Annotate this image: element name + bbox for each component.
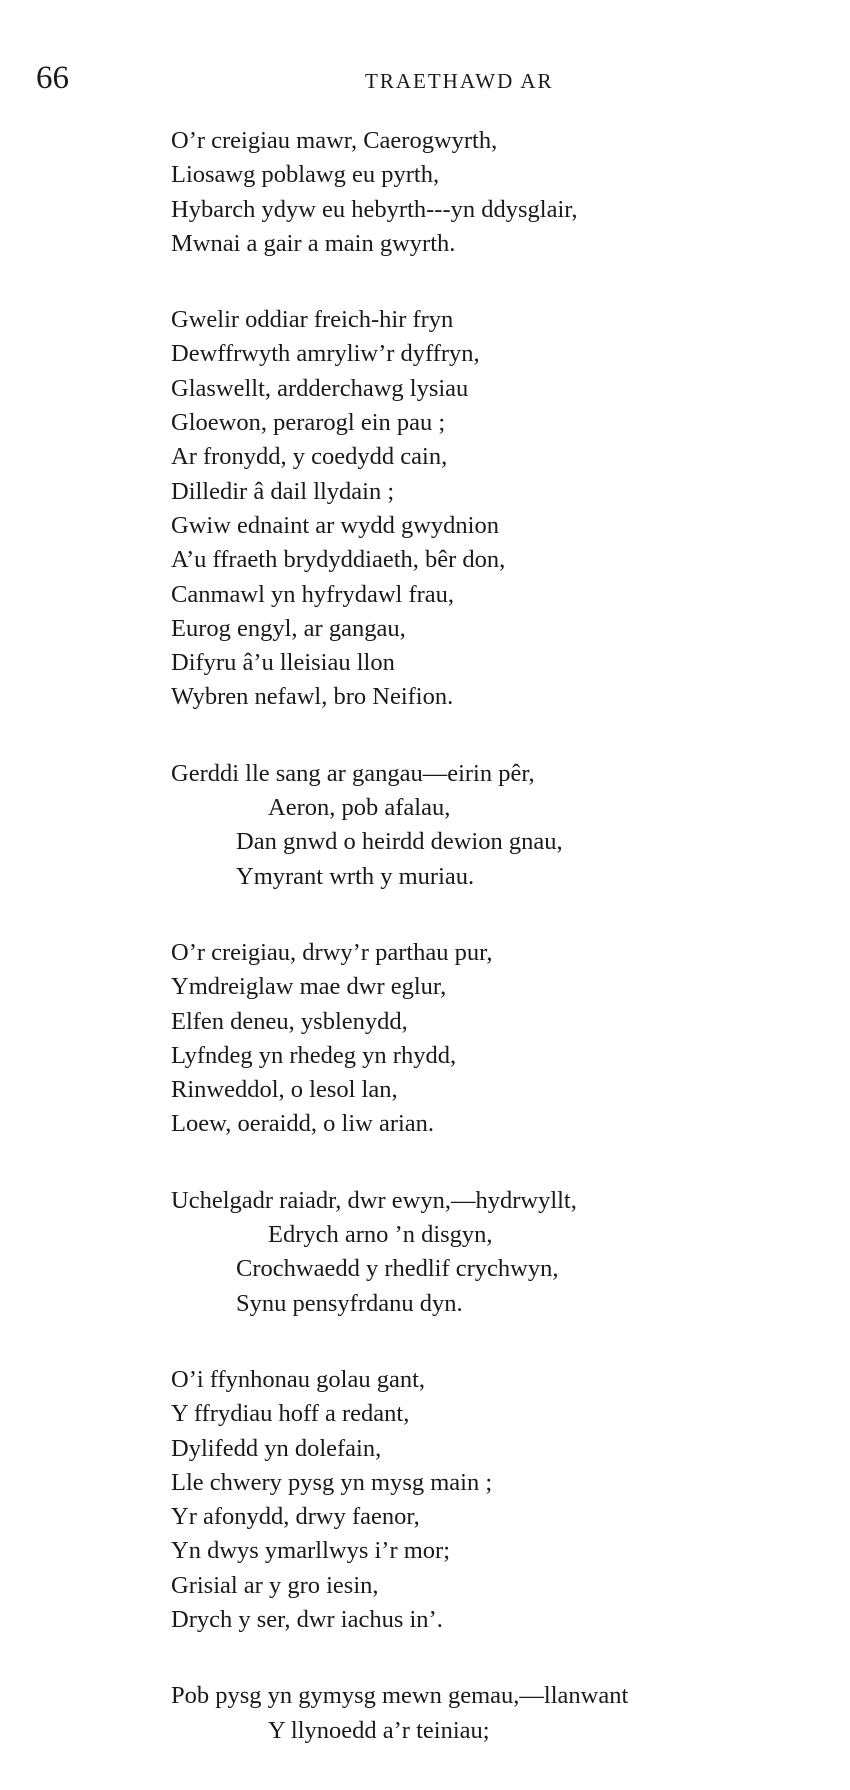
poem-line: Pob pysg yn gymysg mewn gemau,—llanwant [171, 1682, 629, 1710]
stanza [171, 757, 821, 894]
poem-line: Gerddi lle sang ar gangau—eirin pêr, [171, 759, 535, 787]
poem-line: Drych y ser, dwr iachus in’. [171, 1605, 443, 1633]
poem-line: Ymyrant wrth y muriau. [236, 862, 475, 890]
poem-line: Glaswellt, ardderchawg lysiau [171, 374, 469, 402]
poem-line: Ar fronydd, y coedydd cain, [171, 443, 448, 471]
poem-line: Uchelgadr raiadr, dwr ewyn,—hydrwyllt, [171, 1186, 577, 1214]
stanza [171, 1679, 821, 1748]
stanza [171, 124, 821, 261]
page-header [0, 58, 850, 106]
poem-line: Dylifedd yn dolefain, [171, 1434, 382, 1462]
poem-line: Lle chwery pysg yn mysg main ; [171, 1468, 493, 1496]
poem-line: Yr afonydd, drwy faenor, [171, 1503, 420, 1531]
poem-line: Dilledir â dail llydain ; [171, 477, 395, 505]
poem-line: Rinweddol, o lesol lan, [171, 1076, 398, 1104]
poem-line: Crochwaedd y rhedlif crychwyn, [236, 1255, 559, 1283]
stanza [171, 936, 821, 1142]
poem-line: Gwiw ednaint ar wydd gwydnion [171, 511, 499, 539]
poem-line: Dewffrwyth amryliw’r dyffryn, [171, 340, 480, 368]
poem-line: Dan gnwd o heirdd dewion gnau, [236, 828, 563, 856]
poem-line: Ymdreiglaw mae dwr eglur, [171, 973, 447, 1001]
poem-line: Wybren nefawl, bro Neifion. [171, 683, 454, 711]
poem-line: Gwelir oddiar freich-hir fryn [171, 306, 454, 334]
poem-line: Lyfndeg yn rhedeg yn rhydd, [171, 1041, 457, 1069]
poem-line: Y llynoedd a’r teiniau; [268, 1716, 490, 1744]
poem-line: Gloewon, perarogl ein pau ; [171, 409, 446, 437]
poem-line: A’u ffraeth brydyddiaeth, bêr don, [171, 546, 506, 574]
stanza [171, 303, 821, 715]
poem-line: Hybarch ydyw eu hebyrth---yn ddysglair, [171, 195, 578, 223]
poem-line: Synu pensyfrdanu dyn. [236, 1289, 463, 1317]
poem-line: Mwnai a gair a main gwyrth. [171, 229, 456, 257]
page-number: 66 [36, 60, 69, 96]
poem-line: Loew, oeraidd, o liw arian. [171, 1110, 435, 1138]
poem-line: Liosawg poblawg eu pyrth, [171, 161, 440, 189]
stanza [171, 1184, 821, 1321]
poem-line: Eurog engyl, ar gangau, [171, 614, 406, 642]
poem-line: O’r creigiau mawr, Caerogwyrth, [171, 127, 498, 154]
poem-line: Difyru â’u lleisiau llon [171, 649, 395, 677]
poem-body [171, 124, 821, 1790]
poem-line: Edrych arno ’n disgyn, [268, 1221, 493, 1249]
poem-line: Yn dwys ymarllwys i’r mor; [171, 1537, 450, 1565]
stanza [171, 1363, 821, 1637]
poem-line: O’i ffynhonau golau gant, [171, 1365, 426, 1393]
poem-line: O’r creigiau, drwy’r parthau pur, [171, 938, 493, 966]
poem-line: Y ffrydiau hoff a redant, [171, 1400, 410, 1428]
poem-line: Aeron, pob afalau, [268, 794, 451, 822]
running-head: TRAETHAWD AR [365, 69, 554, 93]
poem-line: Canmawl yn hyfrydawl frau, [171, 580, 455, 608]
poem-line: Elfen deneu, ysblenydd, [171, 1007, 408, 1035]
poem-line: Grisial ar y gro iesin, [171, 1571, 379, 1599]
